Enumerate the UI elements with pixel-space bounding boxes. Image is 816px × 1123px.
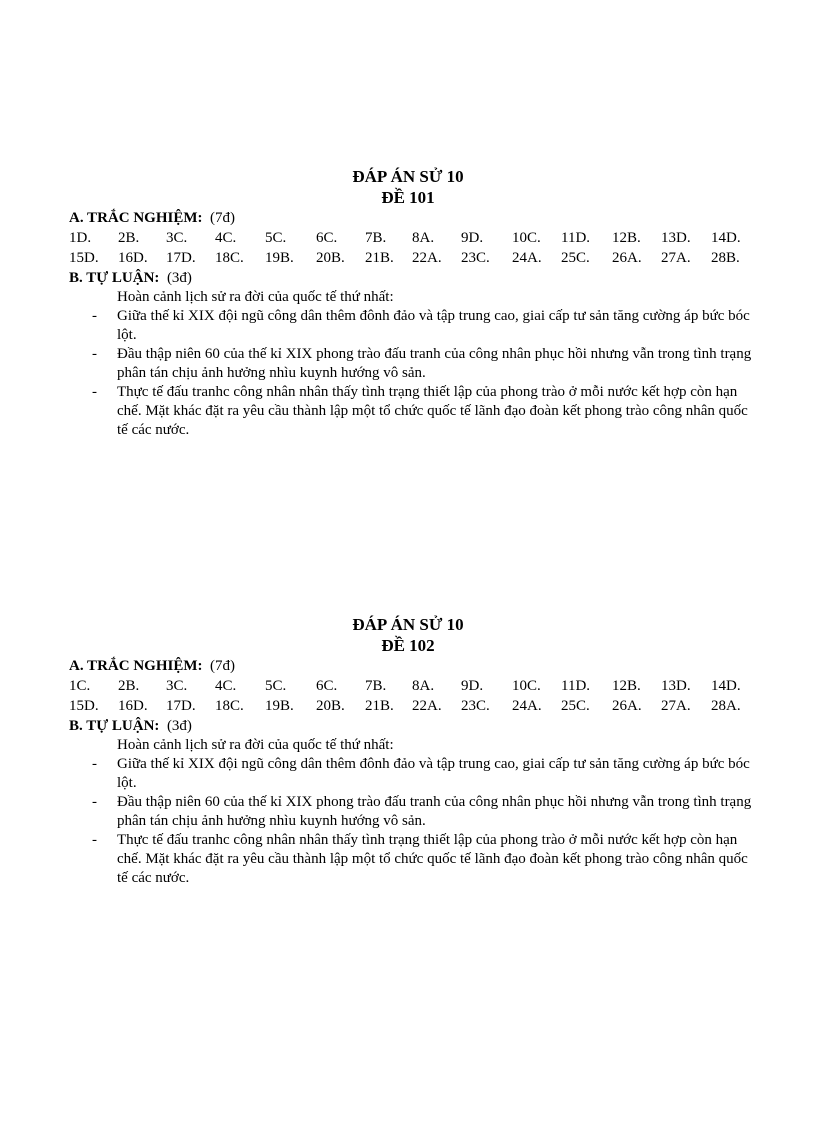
essay-bullet-list	[0, 755, 816, 888]
part-b-points: (3đ)	[166, 270, 192, 286]
essay-bullet	[92, 755, 757, 793]
answer-row	[69, 248, 816, 268]
essay-bullet	[92, 345, 757, 383]
answer-cell: 6C.	[316, 678, 338, 694]
dash-marker: -	[92, 384, 97, 400]
part-a-label: A. TRẮC NGHIỆM:	[69, 210, 203, 226]
answer-cell: 28A.	[711, 698, 741, 714]
part-a-heading	[69, 208, 816, 228]
answer-cell: 14D.	[711, 230, 741, 246]
part-b-heading	[69, 716, 816, 736]
answer-cell: 3C.	[166, 230, 188, 246]
answer-cell: 10C.	[512, 230, 541, 246]
answer-cell: 15D.	[69, 250, 99, 266]
answer-cell: 13D.	[661, 678, 691, 694]
answer-cell: 9D.	[461, 230, 484, 246]
answer-cell: 21B.	[365, 250, 394, 266]
answer-key-section-101	[0, 166, 816, 440]
answer-cell: 13D.	[661, 230, 691, 246]
answer-cell: 1D.	[69, 230, 92, 246]
essay-bullet-list	[0, 307, 816, 440]
answer-cell: 27A.	[661, 698, 691, 714]
answer-cell: 11D.	[561, 230, 591, 246]
answer-cell: 18C.	[215, 698, 244, 714]
document-title: ĐÁP ÁN SỬ 10	[352, 615, 464, 634]
essay-bullet-text: Thực tế đấu tranhc công nhân nhân thấy tình trạng thiết lập của phong trào ở mỗi nước kết hợp còn hạn chế. Mặt khác đặt ra yêu cầu thành lập một tổ chức quốc tế lãnh đạo đoàn kết phong trào công nhân quốc tế các nước.	[117, 384, 748, 438]
answer-cell: 15D.	[69, 698, 99, 714]
answer-cell: 27A.	[661, 250, 691, 266]
answer-cell: 5C.	[265, 230, 287, 246]
exam-code-heading: ĐỀ 102	[381, 636, 435, 655]
answer-cell: 5C.	[265, 678, 287, 694]
answer-key-section-102	[0, 614, 816, 888]
dash-marker: -	[92, 308, 97, 324]
answer-cell: 6C.	[316, 230, 338, 246]
essay-bullet-text: Thực tế đấu tranhc công nhân nhân thấy tình trạng thiết lập của phong trào ở mỗi nước kết hợp còn hạn chế. Mặt khác đặt ra yêu cầu thành lập một tổ chức quốc tế lãnh đạo đoàn kết phong trào công nhân quốc tế các nước.	[117, 832, 748, 886]
answer-cell: 24A.	[512, 698, 542, 714]
answer-cell: 2B.	[118, 230, 140, 246]
answer-cell: 20B.	[316, 698, 345, 714]
answer-cell: 22A.	[412, 698, 442, 714]
part-a-points: (7đ)	[209, 210, 235, 226]
answer-cell: 25C.	[561, 698, 590, 714]
answer-cell: 22A.	[412, 250, 442, 266]
answer-cell: 4C.	[215, 678, 237, 694]
answer-cell: 8A.	[412, 230, 435, 246]
answer-cell: 17D.	[166, 698, 196, 714]
answer-cell: 20B.	[316, 250, 345, 266]
answer-cell: 17D.	[166, 250, 196, 266]
answer-cell: 28B.	[711, 250, 740, 266]
essay-bullet-text: Giữa thế kỉ XIX đội ngũ công dân thêm đônh đảo và tập trung cao, giai cấp tư sản tăng cường áp bức bóc lột.	[117, 756, 750, 791]
answer-cell: 21B.	[365, 698, 394, 714]
dash-marker: -	[92, 346, 97, 362]
multiple-choice-answers	[69, 676, 816, 716]
part-a-label: A. TRẮC NGHIỆM:	[69, 658, 203, 674]
answer-cell: 23C.	[461, 250, 490, 266]
essay-bullet	[92, 383, 757, 440]
answer-cell: 7B.	[365, 678, 387, 694]
part-a-heading	[69, 656, 816, 676]
part-b-label: B. TỰ LUẬN:	[69, 718, 160, 734]
answer-cell: 19B.	[265, 698, 294, 714]
answer-cell: 1C.	[69, 678, 91, 694]
answer-cell: 24A.	[512, 250, 542, 266]
dash-marker: -	[92, 756, 97, 772]
answer-cell: 18C.	[215, 250, 244, 266]
exam-code-heading: ĐỀ 101	[381, 188, 435, 207]
answer-cell: 25C.	[561, 250, 590, 266]
answer-cell: 7B.	[365, 230, 387, 246]
dash-marker: -	[92, 794, 97, 810]
part-a-points: (7đ)	[209, 658, 235, 674]
answer-cell: 26A.	[612, 250, 642, 266]
essay-bullet-text: Đầu thập niên 60 của thế kỉ XIX phong trào đấu tranh của công nhân phục hồi nhưng vẫn trong tình trạng phân tán chịu ảnh hưởng nhìu kuynh hướng vô sản.	[117, 794, 752, 829]
part-b-label: B. TỰ LUẬN:	[69, 270, 160, 286]
essay-intro: Hoàn cảnh lịch sử ra đời của quốc tế thứ nhất:	[117, 737, 394, 753]
multiple-choice-answers	[69, 228, 816, 268]
answer-row	[69, 696, 816, 716]
answer-cell: 8A.	[412, 678, 435, 694]
answer-cell: 23C.	[461, 698, 490, 714]
essay-bullet	[92, 831, 757, 888]
part-b-heading	[69, 268, 816, 288]
answer-cell: 10C.	[512, 678, 541, 694]
answer-cell: 4C.	[215, 230, 237, 246]
answer-cell: 26A.	[612, 698, 642, 714]
answer-cell: 16D.	[118, 698, 148, 714]
essay-bullet	[92, 793, 757, 831]
dash-marker: -	[92, 832, 97, 848]
essay-intro: Hoàn cảnh lịch sử ra đời của quốc tế thứ nhất:	[117, 289, 394, 305]
part-b-points: (3đ)	[166, 718, 192, 734]
answer-cell: 11D.	[561, 678, 591, 694]
answer-cell: 16D.	[118, 250, 148, 266]
document-title: ĐÁP ÁN SỬ 10	[352, 167, 464, 186]
answer-cell: 3C.	[166, 678, 188, 694]
answer-cell: 12B.	[612, 230, 641, 246]
answer-row	[69, 228, 816, 248]
answer-cell: 9D.	[461, 678, 484, 694]
essay-bullet-text: Đầu thập niên 60 của thế kỉ XIX phong trào đấu tranh của công nhân phục hồi nhưng vẫn trong tình trạng phân tán chịu ảnh hưởng nhìu kuynh hướng vô sản.	[117, 346, 752, 381]
answer-cell: 19B.	[265, 250, 294, 266]
answer-cell: 2B.	[118, 678, 140, 694]
answer-cell: 12B.	[612, 678, 641, 694]
answer-row	[69, 676, 816, 696]
essay-bullet-text: Giữa thế kỉ XIX đội ngũ công dân thêm đônh đảo và tập trung cao, giai cấp tư sản tăng cường áp bức bóc lột.	[117, 308, 750, 343]
essay-bullet	[92, 307, 757, 345]
answer-cell: 14D.	[711, 678, 741, 694]
